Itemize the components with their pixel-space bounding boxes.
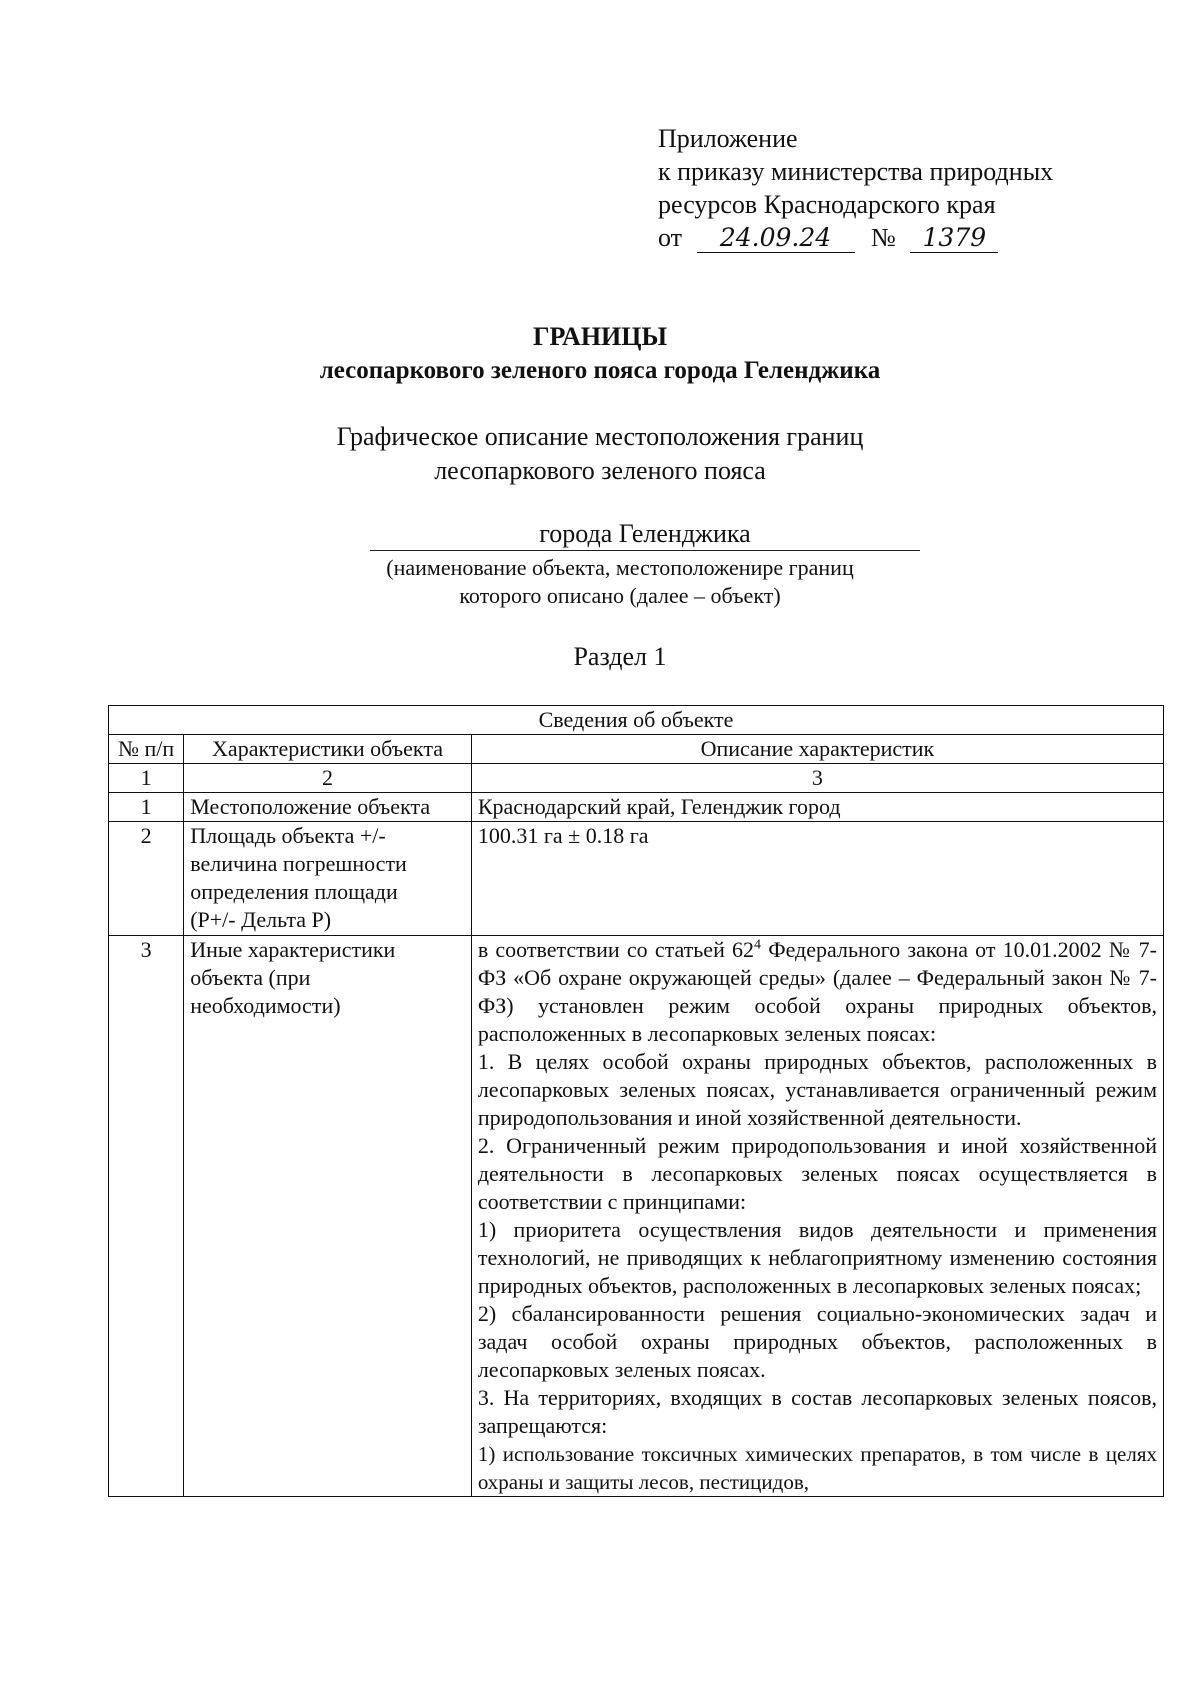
note-line-2: которого описано (далее – объект) xyxy=(459,583,781,608)
characteristic-line: величина погрешности xyxy=(190,851,407,876)
annex-line-1: Приложение xyxy=(658,124,798,153)
row-characteristic xyxy=(184,822,472,936)
characteristic-line: Иные характеристики xyxy=(190,937,396,962)
row-description: Краснодарский край, Геленджик город xyxy=(471,793,1163,822)
row-num: 3 xyxy=(109,936,184,1497)
numbering-1: 1 xyxy=(109,764,184,793)
document-title xyxy=(0,320,1200,388)
table-numbering-row xyxy=(109,764,1164,793)
annex-line-2: к приказу министерства природных xyxy=(658,157,1054,186)
characteristic-line: определения площади xyxy=(190,879,398,904)
header-characteristic: Характеристики объекта xyxy=(184,735,472,764)
numbering-2: 2 xyxy=(184,764,472,793)
title-line-1: ГРАНИЦЫ xyxy=(532,322,668,351)
number-label: № xyxy=(871,223,896,252)
from-label: от xyxy=(658,223,683,252)
subtitle-line-1: Графическое описание местоположения границ xyxy=(336,422,864,451)
table-caption-row xyxy=(109,706,1164,735)
characteristic-line: (P+/- Дельта P) xyxy=(190,907,332,932)
section-title: Раздел 1 xyxy=(573,642,667,671)
characteristic-line: объекта (при xyxy=(190,965,311,990)
annex-line-3: ресурсов Краснодарского края xyxy=(658,190,996,219)
header-num: № п/п xyxy=(109,735,184,764)
table-row xyxy=(109,936,1164,1497)
description-paragraph: 2) сбалансированности решения социально-экономических задач и задач особой охраны природных объектов, расположенных в лесопарковых зеленых поясах. xyxy=(477,1301,1157,1382)
document-subtitle xyxy=(0,420,1200,488)
row-characteristic xyxy=(184,936,472,1497)
description-paragraph: 1. В целях особой охраны природных объектов, расположенных в лесопарковых зеленых поясах, устанавливается ограниченный режим природопользования и иной хозяйственной деятельности. xyxy=(477,1049,1157,1130)
intro-text-cont: Федерального закона от 10.01.2002 № 7-ФЗ «Об охране окружающей среды» (далее – Федеральный закон № 7-ФЗ) установлен режим особой охраны природных объектов, расположенных в лесопарковых зеленых поясах: xyxy=(477,937,1157,1046)
row-description xyxy=(471,936,1163,1497)
order-number-handwritten: 1379 xyxy=(910,224,998,253)
object-info-table xyxy=(108,705,1164,1497)
note-line-1: (наименование объекта, местоположенире границ xyxy=(386,555,854,580)
description-paragraph: 2. Ограниченный режим природопользования и иной хозяйственной деятельности в лесопарковых зеленых поясах осуществляется в соответствии с принципами: xyxy=(477,1133,1157,1214)
row-description: 100.31 га ± 0.18 га xyxy=(471,822,1163,936)
table-row xyxy=(109,822,1164,936)
annex-order-line xyxy=(658,221,1053,254)
table-header-row xyxy=(109,735,1164,764)
title-line-2: лесопаркового зеленого пояса города Геленджика xyxy=(319,357,881,384)
object-name-note xyxy=(0,554,1200,610)
description-paragraph: 1) использование токсичных химических препаратов, в том числе в целях охраны и защиты лесов, пестицидов, xyxy=(477,1442,1157,1494)
order-date-handwritten: 24.09.24 xyxy=(697,224,855,253)
characteristic-line: Площадь объекта +/- xyxy=(190,823,386,848)
description-paragraph: 1) приоритета осуществления видов деятельности и применения технологий, не приводящих к неблагоприятному изменению состояния природных объектов, расположенных в лесопарковых зеленых поясах; xyxy=(477,1217,1157,1298)
characteristic-line: необходимости) xyxy=(190,993,341,1018)
article-superscript: 4 xyxy=(754,937,762,953)
row-num: 1 xyxy=(109,793,184,822)
header-description: Описание характеристик xyxy=(471,735,1163,764)
row-num: 2 xyxy=(109,822,184,936)
row-characteristic: Местоположение объекта xyxy=(184,793,472,822)
subtitle-line-2: лесопаркового зеленого пояса xyxy=(434,456,766,485)
description-intro xyxy=(478,936,1157,1048)
table-caption: Сведения об объекте xyxy=(109,706,1164,735)
object-name: города Геленджика xyxy=(370,518,920,551)
description-paragraph: 3. На территориях, входящих в состав лесопарковых зеленых поясов, запрещаются: xyxy=(477,1385,1157,1438)
numbering-3: 3 xyxy=(471,764,1163,793)
annex-header xyxy=(658,122,1053,254)
intro-text: в соответствии со статьей 62 xyxy=(477,937,755,962)
table-row xyxy=(109,793,1164,822)
